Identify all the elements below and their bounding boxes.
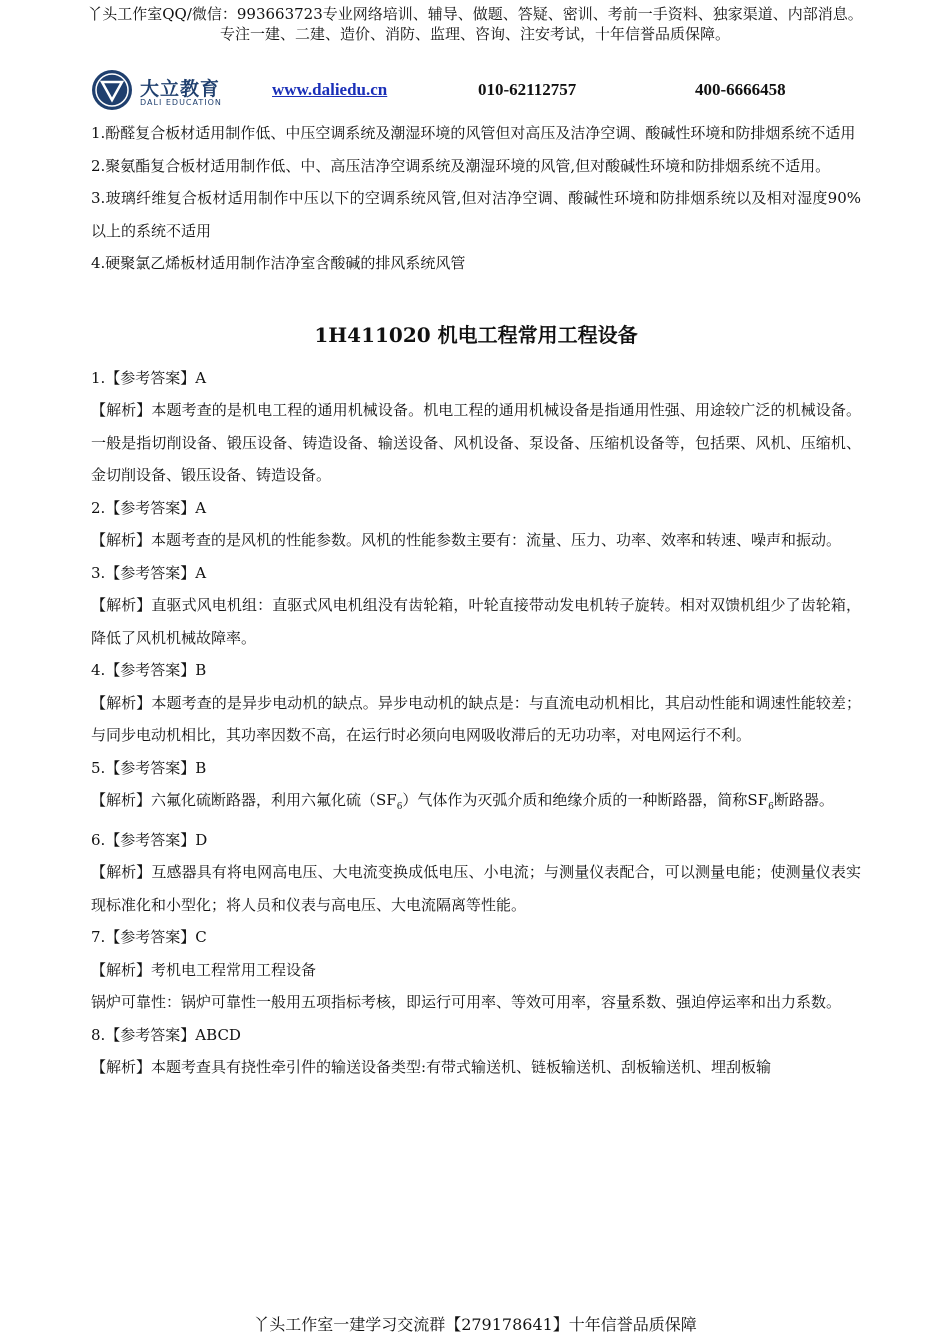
sf6-subscript-1: 6 [396,802,403,812]
analysis-5-part-c: 断路器。 [773,791,834,809]
analysis-5-part-a: 【解析】六氟化硫断路器，利用六氟化硫（SF [91,791,397,809]
answer-7: 7.【参考答案】C [91,928,207,946]
answer-8: 8.【参考答案】ABCD [91,1025,241,1044]
analysis-5-part-b: ）气体作为灭弧介质和绝缘介质的一种断路器，简称SF [402,791,769,809]
answer-3: 3.【参考答案】A [91,563,207,582]
analysis-7-detail: 锅炉可靠性：锅炉可靠性一般用五项指标考核，即运行可用率、等效可用率，容量系数、强迫停运率和出力系数。 [91,993,842,1011]
section-title: 1H411020 机电工程常用工程设备 [314,322,638,347]
answer-1: 1.【参考答案】A [91,368,207,387]
intro-item-3: 3.玻璃纤维复合板材适用制作中压以下的空调系统风管,但对洁净空调、酸碱性环境和防排烟系统以及相对湿度90%以上的系统不适用 [91,189,861,240]
analysis-2: 【解析】本题考查的是风机的性能参数。风机的性能参数主要有：流量、压力、功率、效率和转速、噪声和振动。 [91,531,842,549]
spacer [91,280,861,320]
answer-5: 5.【参考答案】B [91,758,207,777]
analysis-6: 【解析】互感器具有将电网高电压、大电流变换成低电压、小电流；与测量仪表配合，可以测量电能；使测量仪表实现标准化和小型化；将人员和仪表与高电压、大电流隔离等性能。 [91,863,861,914]
analysis-8: 【解析】本题考查具有挠性牵引件的输送设备类型:有带式输送机、链板输送机、刮板输送机、埋刮板输 [91,1058,772,1076]
intro-item-4: 4.硬聚氯乙烯板材适用制作洁净室含酸碱的排风系统风管 [91,254,466,272]
analysis-3: 【解析】直驱式风电机组：直驱式风电机组没有齿轮箱，叶轮直接带动发电机转子旋转。相对双馈机组少了齿轮箱，降低了风机机械故障率。 [91,596,861,647]
dali-logo [90,68,240,110]
logo-name-en: DALI EDUCATION [140,98,222,107]
phone-number-1: 010-62112757 [478,80,577,99]
footer-notice: 丫头工作室一建学习交流群【279178641】十年信誉品质保障 [253,1315,697,1334]
document-body [91,117,861,1084]
intro-item-1: 1.酚醛复合板材适用制作低、中压空调系统及潮湿环境的风管但对高压及洁净空调、酸碱性环境和防排烟系统不适用 [91,124,856,142]
answer-6: 6.【参考答案】D [91,830,208,849]
analysis-1: 【解析】本题考查的是机电工程的通用机械设备。机电工程的通用机械设备是指通用性强、用途较广泛的机械设备。一般是指切削设备、锻压设备、铸造设备、输送设备、风机设备、泵设备、压缩机设备等，包括栗、风机、压缩机、金切削设备、锻压设备、铸造设备。 [91,401,861,484]
intro-item-2: 2.聚氨酯复合板材适用制作低、中、高压洁净空调系统及潮湿环境的风管,但对酸碱性环境和防排烟系统不适用。 [91,156,831,175]
top-notice-line-1: 丫头工作室QQ/微信：993663723专业网络培训、辅导、做题、答疑、密训、考前一手资料、独家渠道、内部消息。 [87,5,863,23]
analysis-4: 【解析】本题考查的是异步电动机的缺点。异步电动机的缺点是：与直流电动机相比，其启动性能和调速性能较差；与同步电动机相比，其功率因数不高，在运行时必须向电网吸收滞后的无功功率，对电网运行不利。 [91,693,861,744]
answer-2: 2.【参考答案】A [91,498,207,517]
answer-4: 4.【参考答案】B [91,661,207,679]
top-notice [0,4,950,44]
dali-logo-icon [90,68,134,112]
logo-name-cn: 大立教育 [140,78,221,100]
analysis-7: 【解析】考机电工程常用工程设备 [91,960,317,979]
top-notice-line-2: 专注一建、二建、造价、消防、监理、咨询、注安考试，十年信誉品质保障。 [219,25,730,43]
website-link[interactable]: www.daliedu.cn [272,80,388,99]
sf6-subscript-2: 6 [768,802,774,812]
analysis-5 [91,784,861,824]
phone-number-2: 400-6666458 [695,80,786,99]
